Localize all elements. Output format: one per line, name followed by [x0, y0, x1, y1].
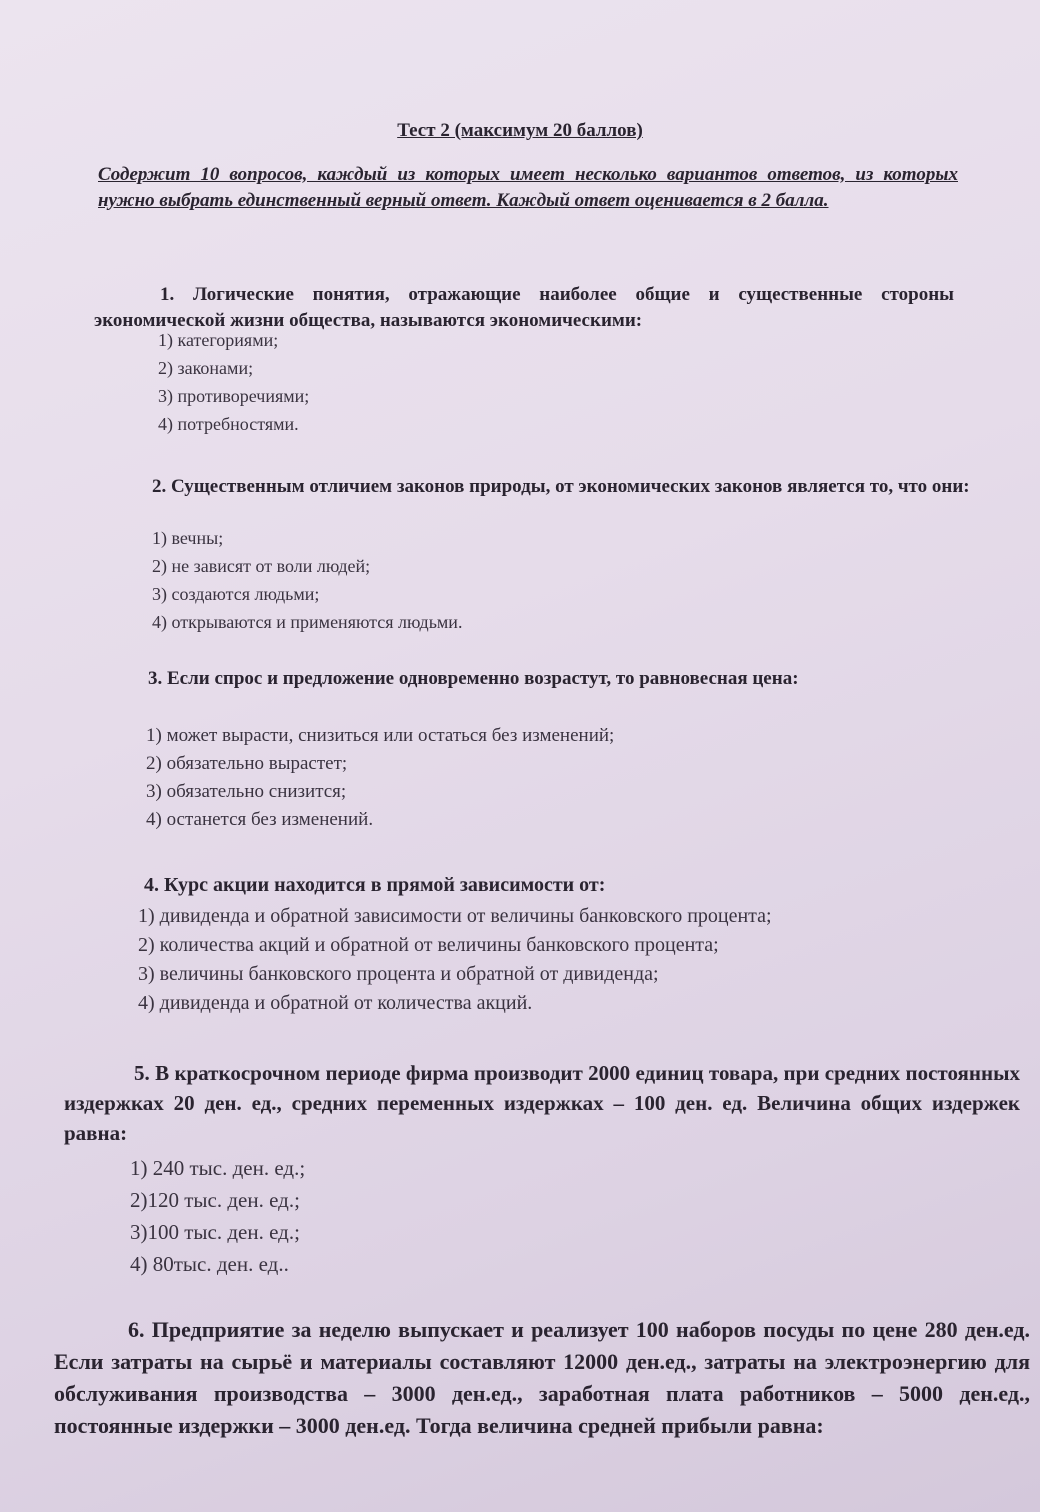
answer-option: 1) 240 тыс. ден. ед.; [130, 1156, 306, 1180]
answer-option: 3) противоречиями; [158, 386, 310, 406]
answer-option: 2) обязательно вырастет; [146, 753, 348, 774]
answer-option: 2) количества акций и обратной от величины банковского процента; [138, 934, 719, 956]
answer-option: 4) дивиденда и обратной от количества акций. [138, 992, 533, 1014]
answer-option: 3) создаются людьми; [152, 584, 320, 604]
test-title: Тест 2 (максимум 20 баллов) [397, 120, 643, 141]
question-5-text: 5. В краткосрочном периоде фирма производит 2000 единиц товара, при средних постоянных издержках 20 ден. ед., средних переменных издержках – 100 ден. ед. Величина общих издержек равна: [64, 1061, 1020, 1145]
answer-option: 1) категориями; [158, 330, 279, 350]
answer-option: 2) законами; [158, 358, 254, 378]
question-5-options [130, 1152, 305, 1280]
question-3-text: 3. Если спрос и предложение одновременно возрастут, то равновесная цена: [148, 668, 799, 689]
answer-option: 3)100 тыс. ден. ед.; [130, 1220, 300, 1244]
answer-option: 1) дивиденда и обратной зависимости от величины банковского процента; [138, 905, 772, 927]
question-1-text: 1. Логические понятия, отражающие наиболее общие и существенные стороны экономической жизни общества, называются экономическими: [94, 284, 954, 331]
question-2-options [152, 524, 462, 636]
answer-option: 4) 80тыс. ден. ед.. [130, 1252, 289, 1276]
question-2-text: 2. Существенным отличием законов природы, от экономических законов является то, что они: [152, 476, 970, 497]
answer-option: 2)120 тыс. ден. ед.; [130, 1188, 300, 1212]
question-6-text: 6. Предприятие за неделю выпускает и реализует 100 наборов посуды по цене 280 ден.ед. Если затраты на сырьё и материалы составляют 12000 ден.ед., затраты на электроэнергию для обслуживания производства – 3000 ден.ед., заработная плата работников – 5000 ден.ед., постоянные издержки – 3000 ден.ед. Тогда величина средней прибыли равна: [54, 1317, 1030, 1438]
question-4-text: 4. Курс акции находится в прямой зависимости от: [144, 874, 606, 896]
question-1-options [158, 326, 309, 438]
answer-option: 3) величины банковского процента и обратной от дивиденда; [138, 963, 659, 985]
answer-option: 4) потребностями. [158, 414, 299, 434]
answer-option: 2) не зависят от воли людей; [152, 556, 371, 576]
answer-option: 1) вечны; [152, 528, 224, 548]
answer-option: 1) может вырасти, снизиться или остаться без изменений; [146, 725, 615, 746]
question-3-options [146, 722, 614, 834]
answer-option: 3) обязательно снизится; [146, 781, 347, 802]
question-4-options [138, 902, 772, 1018]
answer-option: 4) открываются и применяются людьми. [152, 612, 463, 632]
answer-option: 4) останется без изменений. [146, 809, 374, 830]
test-instructions: Содержит 10 вопросов, каждый из которых имеет несколько вариантов ответов, из которых нужно выбрать единственный верный ответ. Каждый ответ оценивается в 2 балла. [98, 164, 958, 211]
